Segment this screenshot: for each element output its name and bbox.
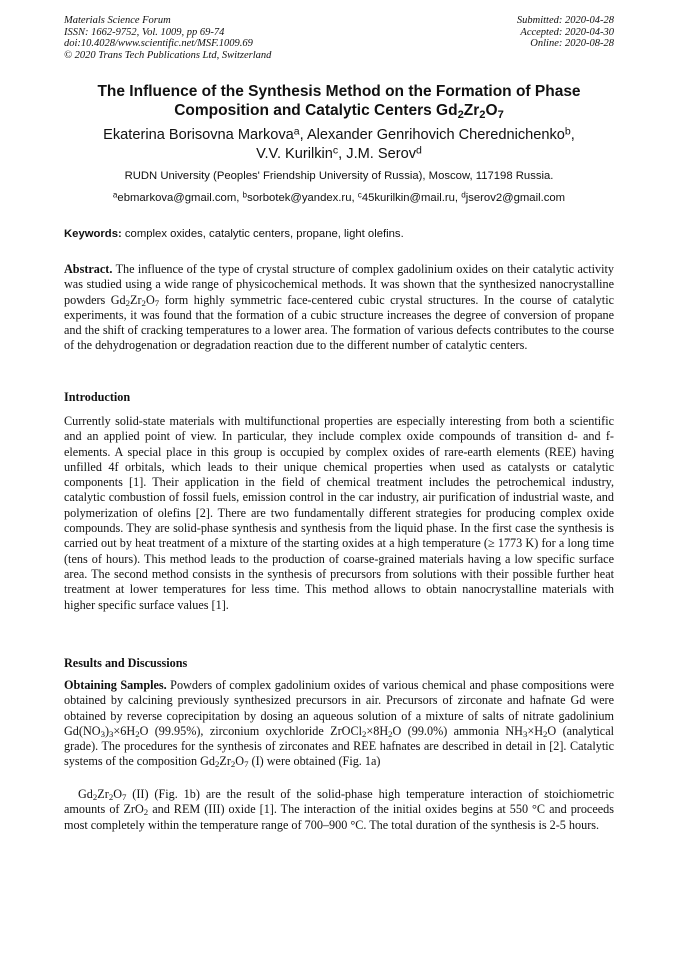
journal-copyright: © 2020 Trans Tech Publications Ltd, Switzerland: [64, 49, 272, 61]
journal-header: [64, 15, 271, 61]
formula-subscript: 2: [361, 729, 367, 740]
email-mark: c: [357, 190, 362, 200]
formula-subscript: 3: [522, 729, 528, 740]
title-subscript: 2: [457, 108, 464, 121]
author-affiliation-mark: a: [293, 125, 300, 138]
email-mark: d: [461, 190, 466, 200]
results-text: ): [104, 723, 110, 738]
abstract-text: The influence of the type of crystal structure of complex gadolinium oxides on their catalytic activity was studied using a wide range of physicochemical methods. It was shown that the synthesized nanocrystalline powders Gd: [64, 262, 614, 307]
email-mark: a: [112, 190, 118, 200]
affiliation: RUDN University (Peoples' Friendship University of Russia), Moscow, 117198 Russia.: [124, 170, 554, 182]
results-text: O (analytical grade). The procedures for the synthesis of zirconates and REE hafnates are described in detail in [2]. Catalytic systems of the composition Gd: [64, 723, 615, 769]
email-link[interactable]: jserov2@gmail.com: [465, 192, 566, 204]
formula-subscript: 7: [244, 759, 249, 770]
results-heading: Results and Discussions: [64, 656, 188, 670]
formula-subscript: 3: [100, 729, 105, 740]
email-link[interactable]: sorbotek@yandex.ru,: [247, 192, 358, 204]
journal-doi[interactable]: doi:10.4028/www.scientific.net/MSF.1009.69: [64, 38, 253, 49]
author-affiliation-mark: c: [332, 144, 339, 157]
author-affiliation-mark: d: [416, 144, 422, 157]
results-text: and REM (III) oxide [1]. The interaction of the initial oxides begins at 550 °C and proceeds most completely within the temperature range of 700–900 °C. The total duration of the synthesis is 2-5 hours.: [64, 802, 615, 832]
results-text: O: [113, 787, 123, 801]
abstract-paragraph: [64, 262, 614, 354]
results-text: (II) (Fig. 1b) are the result of the solid-phase high temperature interaction of stoichiometric amounts of ZrO: [64, 787, 614, 817]
formula-subscript: 2: [388, 729, 393, 740]
title-subscript: 2: [479, 108, 486, 121]
title-line-1: The Influence of the Synthesis Method on the Formation of Phase: [97, 83, 581, 100]
formula-subscript: 2: [135, 729, 140, 740]
formula-subscript: 7: [122, 792, 127, 803]
journal-issn: ISSN: 1662-9752, Vol. 1009, pp 69-74: [64, 26, 225, 38]
results-text: Zr: [219, 754, 231, 769]
online-date: Online: 2020-08-28: [530, 38, 614, 49]
results-text: O (99.0%) ammonia NH: [392, 723, 523, 738]
formula-subscript: 2: [543, 729, 548, 740]
title-formula-part: O: [485, 102, 498, 119]
formula-subscript: 7: [154, 297, 160, 308]
introduction-heading: Introduction: [64, 390, 131, 404]
author-separator: ,: [338, 146, 347, 162]
formula-subscript: 2: [108, 792, 114, 803]
results-text: Powders of complex gadolinium oxides of various chemical and phase compositions were obtained by calcining previously synthesized precursors in air. Precursors of zirconate and hafnate Gd were obtained by reverse coprecipitation by dosing an aqueous solution of a mixture of salts of nitrate gadolinium Gd(NO: [64, 678, 614, 738]
submission-dates: [517, 15, 614, 50]
results-text: O (99.95%), zirconium oxychloride ZrOCl: [139, 723, 362, 738]
results-text: Gd: [78, 787, 93, 801]
formula-subscript: 2: [125, 297, 131, 308]
author-separator: ,: [299, 127, 307, 143]
results-text: ×8H: [366, 723, 389, 738]
keywords-text: complex oxides, catalytic centers, propane, light olefins.: [121, 228, 404, 240]
formula-subscript: 2: [214, 759, 220, 770]
email-mark: b: [242, 190, 248, 200]
title-subscript: 7: [497, 108, 504, 121]
author-separator: ,: [570, 127, 575, 143]
formula-subscript: 3: [109, 729, 114, 740]
obtaining-samples-label: Obtaining Samples.: [64, 678, 167, 692]
abstract-text: Zr: [130, 292, 142, 307]
results-text: (I) were obtained (Fig. 1a): [248, 754, 381, 769]
formula-subscript: 2: [141, 297, 146, 308]
abstract-text: O: [145, 292, 155, 307]
results-text: Zr: [97, 787, 109, 801]
abstract-label: Abstract.: [64, 262, 113, 276]
author-name: Ekaterina Borisovna Markova: [103, 127, 294, 143]
author-list: [64, 126, 614, 164]
results-paragraph-2: [64, 787, 614, 833]
accepted-date: Accepted: 2020-04-30: [520, 26, 614, 38]
author-emails: [64, 191, 614, 205]
formula-subscript: 2: [92, 792, 98, 803]
keywords: [64, 227, 614, 241]
submitted-date: Submitted: 2020-04-28: [516, 15, 614, 26]
formula-subscript: 2: [143, 807, 149, 818]
results-paragraph-1: [64, 678, 614, 770]
journal-name: Materials Science Forum: [64, 15, 171, 26]
results-text: ×H: [527, 723, 544, 738]
author-name: J.M. Serov: [346, 146, 417, 162]
email-link[interactable]: ebmarkova@gmail.com,: [117, 192, 243, 204]
formula-subscript: 2: [230, 759, 236, 770]
results-text: O: [235, 754, 245, 769]
author-name: Alexander Genrihovich Cherednichenko: [306, 127, 565, 143]
paper-title: [64, 82, 614, 120]
title-formula-part: Zr: [463, 102, 480, 119]
abstract-text: form highly symmetric face-centered cubic crystal structures. In the course of catalytic experiments, it was found that the formation of a cubic structure increases the degree of conversion of propane and the shift of cracking temperatures to a lower area. The formation of various defects contributes to the course of the dehydrogenation or degradation reaction due to the different number of catalytic centers.: [64, 292, 614, 353]
introduction-paragraph: Currently solid-state materials with multifunctional properties are especially interesting from both a scientific and an applied point of view. In particular, they include complex oxide compounds of transition d- and f-elements. A special place in this group is occupied by complex oxides of rare-earth elements (REE) having unfilled 4f orbitals, which leads to their unique chemical properties when used as catalysts or catalytic components [1]. Their application in the field of chemical treatment includes the petrochemical industry, catalytic combustion of fossil fuels, emission control in the car industry, air purification of industrial waste, and polymerization of olefins [2]. There are two fundamentally different strategies for producing complex oxide compounds. They are solid-phase synthesis and synthesis from the liquid phase. In the first case the synthesis is carried out by heat treatment of a mixture of the starting oxides at a high temperature (≥ 1773 K) for a long time (tens of hours). This method leads to the production of coarse-grained materials having a low specific surface area. The second method consists in the synthesis of precursors from solutions with their possible further heat treatment at lower temperatures for less time. This method allows to obtain nanocrystalline materials with higher specific surface values [1].: [64, 414, 614, 612]
title-line-2: Composition and Catalytic Centers Gd: [174, 102, 458, 119]
author-affiliation-mark: b: [564, 125, 571, 138]
author-name: V.V. Kurilkin: [256, 146, 333, 162]
email-link[interactable]: 45kurilkin@mail.ru,: [361, 192, 462, 204]
results-text: ×6H: [113, 723, 136, 738]
keywords-label: Keywords:: [64, 228, 122, 240]
